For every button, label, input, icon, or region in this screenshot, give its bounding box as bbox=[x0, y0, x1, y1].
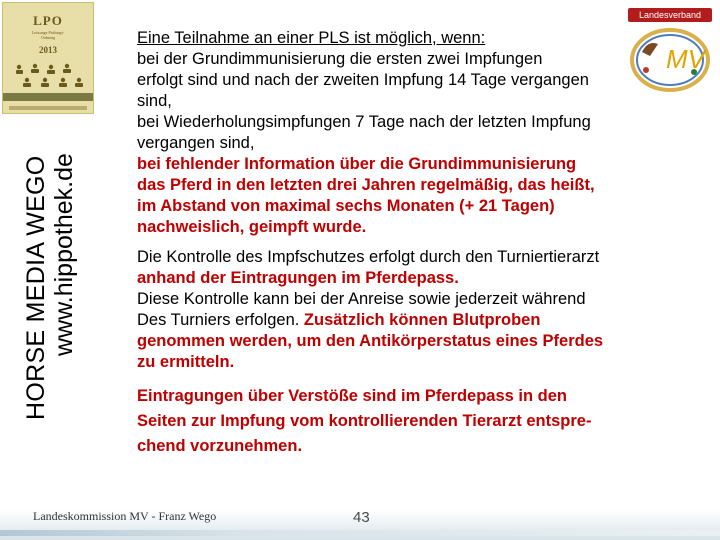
book-cover-title: LPO bbox=[33, 13, 63, 28]
violations-line: Seiten zur Impfung vom kontrollierenden Tierarzt entspre- bbox=[137, 412, 592, 430]
slide-body-text bbox=[137, 28, 712, 459]
page-number: 43 bbox=[353, 509, 370, 526]
inspection-paragraph bbox=[137, 247, 712, 373]
violations-paragraph bbox=[137, 384, 712, 459]
inspection-line-red: Zusätzlich können Blutproben bbox=[303, 311, 541, 329]
logo-label: Landesverband bbox=[628, 8, 712, 22]
horse-sports-pictogram-icon bbox=[11, 61, 87, 89]
vaccination-conditions-paragraph bbox=[137, 28, 712, 238]
footer-accent-line bbox=[0, 530, 720, 536]
conditions-intro: Eine Teilnahme an einer PLS ist möglich, wenn: bbox=[137, 29, 486, 47]
paragraph-spacer bbox=[137, 238, 712, 247]
violations-line: Eintragungen über Verstöße sind im Pferdepass in den bbox=[137, 387, 568, 405]
inspection-line-black: Des Turniers erfolgen. bbox=[137, 311, 304, 329]
sidebar bbox=[0, 0, 96, 510]
book-cover-subtitle-line1: Leistungs-Prüfungs- bbox=[31, 30, 65, 35]
violations-line: chend vorzunehmen. bbox=[137, 437, 303, 455]
inspection-line: Die Kontrolle des Impfschutzes erfolgt durch den Turniertierarzt bbox=[137, 248, 600, 266]
condition-highlight-line: nachweislich, geimpft wurde. bbox=[137, 218, 367, 236]
lpo-book-cover-image bbox=[2, 2, 94, 114]
book-cover-subtitle bbox=[3, 30, 93, 40]
condition-line: bei der Grundimmunisierung die ersten zwei Impfungen bbox=[137, 50, 543, 68]
footer-credit: Landeskommission MV - Franz Wego bbox=[33, 509, 217, 523]
book-cover-year: 2013 bbox=[39, 45, 57, 55]
logo-mark: MV bbox=[666, 44, 705, 74]
paragraph-spacer bbox=[137, 373, 712, 384]
condition-line: sind, bbox=[137, 92, 172, 110]
book-cover-foot bbox=[9, 106, 87, 110]
inspection-highlight-line: anhand der Eintragungen im Pferdepass. bbox=[137, 269, 459, 287]
book-cover-subtitle-line2: Ordnung bbox=[40, 35, 56, 40]
inspection-highlight-line: zu ermitteln. bbox=[137, 353, 235, 371]
inspection-line: Diese Kontrolle kann bei der Anreise sowie jederzeit während bbox=[137, 290, 586, 308]
slide-footer bbox=[0, 497, 720, 540]
website-vertical-text: www.hippothek.de bbox=[50, 153, 78, 356]
book-cover-band bbox=[3, 93, 93, 101]
brand-vertical-text: HORSE MEDIA WEGO bbox=[22, 155, 50, 420]
condition-highlight-line: bei fehlender Information über die Grundimmunisierung bbox=[137, 155, 577, 173]
condition-highlight-line: im Abstand von maximal sechs Monaten (+ 21 Tagen) bbox=[137, 197, 555, 215]
inspection-highlight-line: genommen werden, um den Antikörperstatus eines Pferdes bbox=[137, 332, 604, 350]
condition-line: erfolgt sind und nach der zweiten Impfung 14 Tage vergangen bbox=[137, 71, 589, 89]
inspection-mixed-line bbox=[137, 310, 712, 331]
condition-line: vergangen sind, bbox=[137, 134, 255, 152]
condition-line: bei Wiederholungsimpfungen 7 Tage nach der letzten Impfung bbox=[137, 113, 591, 131]
condition-highlight-line: das Pferd in den letzten drei Jahren regelmäßig, das heißt, bbox=[137, 176, 595, 194]
